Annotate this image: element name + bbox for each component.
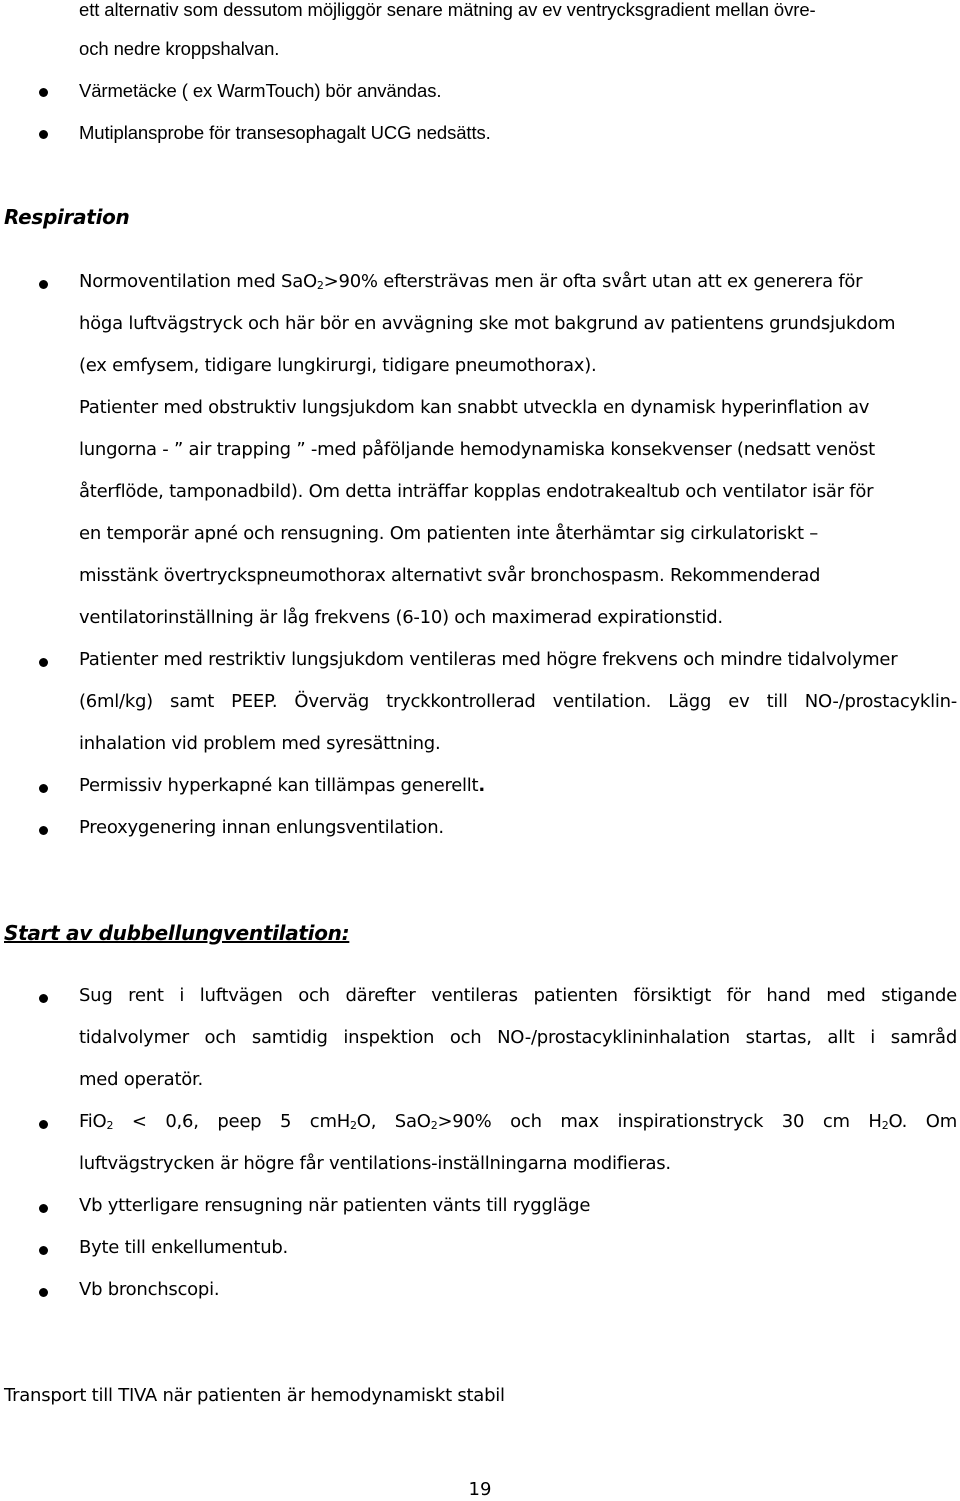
section-heading-start: Start av dubbellungventilation: <box>4 921 350 945</box>
text-fragment: FiO <box>79 1111 107 1132</box>
bullet-icon <box>39 994 48 1003</box>
paragraph-continuation-line: och nedre kroppshalvan. <box>79 38 280 59</box>
bullet-icon <box>39 826 48 835</box>
list-item: Byte till enkellumentub. <box>79 1237 289 1258</box>
list-item: Vb ytterligare rensugning när patienten vänts till ryggläge <box>79 1195 591 1216</box>
list-item-line: (6ml/kg) samt PEEP. Överväg tryckkontrollerad ventilation. Lägg ev till NO-/prostacyklin- <box>79 691 957 712</box>
list-item-line: tidalvolymer och samtidig inspektion och NO-/prostacyklininhalation startas, allt i samråd <box>79 1027 957 1048</box>
text-fragment: O. Om <box>888 1111 957 1132</box>
subscript: 2 <box>316 279 324 292</box>
list-item <box>79 271 862 292</box>
bullet-icon <box>39 88 48 97</box>
list-item-line: luftvägstrycken är högre får ventilations-inställningarna modifieras. <box>79 1153 671 1174</box>
paragraph-continuation-line: ett alternativ som dessutom möjliggör senare mätning av ev ventrycksgradient mellan övre- <box>79 0 816 20</box>
list-item: Sug rent i luftvägen och därefter ventileras patienten försiktigt för hand med stigande <box>79 985 957 1006</box>
section-heading-respiration: Respiration <box>4 205 130 229</box>
text-fragment: Normoventilation med SaO <box>79 271 317 292</box>
bullet-icon <box>39 1246 48 1255</box>
list-item: Värmetäcke ( ex WarmTouch) bör användas. <box>79 80 442 101</box>
list-item-line: återflöde, tamponadbild). Om detta inträffar kopplas endotrakealtub och ventilator isär för <box>79 481 874 502</box>
bullet-icon <box>39 1288 48 1297</box>
bullet-icon <box>39 784 48 793</box>
list-item-line: ventilatorinställning är låg frekvens (6-10) och maximerad expirationstid. <box>79 607 723 628</box>
list-item-line: (ex emfysem, tidigare lungkirurgi, tidigare pneumothorax). <box>79 355 597 376</box>
list-item-line: med operatör. <box>79 1069 203 1090</box>
list-item-line: lungorna - ” air trapping ” -med påföljande hemodynamiska konsekvenser (nedsatt venöst <box>79 439 875 460</box>
text-fragment: O, SaO <box>356 1111 431 1132</box>
list-item <box>79 775 485 796</box>
bullet-icon <box>39 1120 48 1129</box>
bullet-icon <box>39 658 48 667</box>
list-item: Vb bronchscopi. <box>79 1279 220 1300</box>
page-number: 19 <box>468 1479 492 1500</box>
list-item-line: misstänk övertryckspneumothorax alternativt svår bronchospasm. Rekommenderad <box>79 565 821 586</box>
list-item: Mutiplansprobe för transesophagalt UCG nedsätts. <box>79 122 491 143</box>
list-item-line: en temporär apné och rensugning. Om patienten inte återhämtar sig cirkulatoriskt – <box>79 523 819 544</box>
text-fragment: >90% eftersträvas men är ofta svårt utan att ex generera för <box>323 271 863 292</box>
bullet-icon <box>39 1204 48 1213</box>
bold-period: . <box>478 775 485 796</box>
bullet-icon <box>39 130 48 139</box>
list-item <box>79 1111 957 1132</box>
subscript: 2 <box>430 1119 438 1132</box>
subscript: 2 <box>350 1119 357 1132</box>
text-fragment: Permissiv hyperkapné kan tillämpas generellt <box>79 775 479 796</box>
list-item: Patienter med restriktiv lungsjukdom ventileras med högre frekvens och mindre tidalvolymer <box>79 649 898 670</box>
closing-statement: Transport till TIVA när patienten är hemodynamiskt stabil <box>4 1385 505 1406</box>
subscript: 2 <box>106 1119 114 1132</box>
text-fragment: >90% och max inspirationstryck 30 cm H <box>437 1111 882 1132</box>
list-item-line: höga luftvägstryck och här bör en avvägning ske mot bakgrund av patientens grundsjukdom <box>79 313 896 334</box>
bullet-icon <box>39 280 48 289</box>
list-item: Preoxygenering innan enlungsventilation. <box>79 817 444 838</box>
text-fragment: < 0,6, peep 5 cmH <box>113 1111 351 1132</box>
subscript: 2 <box>881 1119 889 1132</box>
list-item-line: inhalation vid problem med syresättning. <box>79 733 441 754</box>
list-item-line: Patienter med obstruktiv lungsjukdom kan snabbt utveckla en dynamisk hyperinflation av <box>79 397 870 418</box>
